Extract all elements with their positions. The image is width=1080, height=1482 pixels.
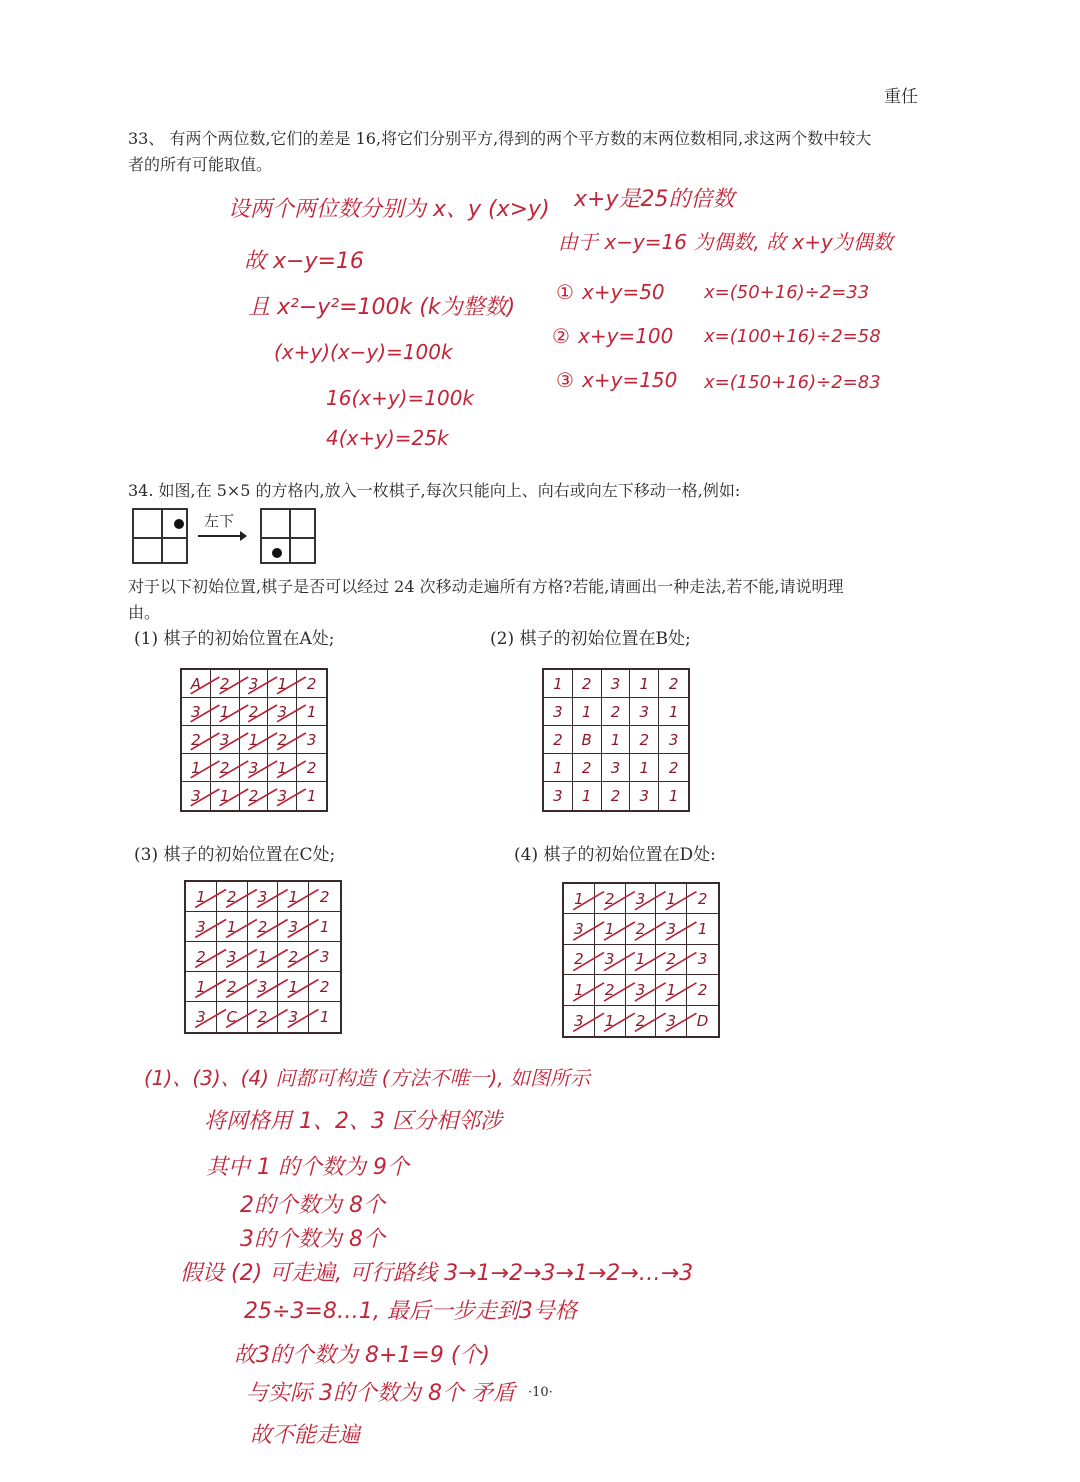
grid-cell: 1: [668, 787, 679, 805]
grid-cell: 3: [268, 698, 297, 726]
grid-cell: 2: [211, 754, 240, 782]
grid-cell: 3: [595, 945, 626, 975]
sub-question-3: (3) 棋子的初始位置在C处;: [134, 845, 336, 865]
grid-cell: 3: [626, 975, 657, 1005]
grid-cell: 2: [564, 945, 595, 975]
grid-cell: 2: [687, 884, 718, 914]
q33-step-4: (x+y)(x−y)=100k: [274, 340, 453, 364]
grid-cell: 1: [564, 975, 595, 1005]
grid-cell: 2: [626, 1006, 657, 1036]
grid-cell: 3: [248, 972, 279, 1002]
grid-cell: 1: [573, 782, 602, 810]
page-number: ·10·: [528, 1385, 553, 1400]
grid-cell: 2: [248, 912, 279, 942]
answer-line-6: 假设 (2) 可走遍, 可行路线 3→1→2→3→1→2→…→3: [180, 1261, 694, 1286]
q33-case-1-no: ①: [556, 280, 574, 304]
sub-question-2: (2) 棋子的初始位置在B处;: [490, 629, 691, 649]
grid-cell: 1: [656, 975, 687, 1005]
grid-cell: 1: [278, 882, 309, 912]
grid-cell: 3: [182, 782, 211, 810]
grid-a: [180, 668, 328, 812]
grid-cell: 1: [573, 698, 602, 726]
q33-right-2: 由于 x−y=16 为偶数, 故 x+y为偶数: [558, 230, 893, 254]
q34-text-line2: 对于以下初始位置,棋子是否可以经过 24 次移动走遍所有方格?若能,请画出一种走法,若不能,请说明理: [128, 577, 844, 596]
chess-piece: [272, 548, 282, 558]
grid-cell: 3: [687, 945, 718, 975]
grid-cell: 3: [240, 670, 269, 698]
grid-cell: 2: [595, 975, 626, 1005]
grid-cell: 1: [186, 972, 217, 1002]
grid-cell: 1: [659, 698, 688, 726]
grid-c: [184, 880, 342, 1034]
grid-cell: 1: [630, 754, 659, 782]
grid-d: [562, 882, 720, 1038]
grid-cell: 2: [186, 942, 217, 972]
grid-cell: 3: [564, 914, 595, 944]
grid-cell: 1: [297, 698, 326, 726]
grid-cell: 2: [544, 726, 573, 754]
grid-cell: 1: [564, 884, 595, 914]
grid-cell: B: [573, 726, 602, 754]
answer-line-7: 25÷3=8…1, 最后一步走到3号格: [244, 1299, 577, 1324]
grid-cell: 3: [544, 782, 573, 810]
grid-cell: 1: [656, 884, 687, 914]
grid-cell: 1: [602, 726, 631, 754]
grid-cell: 2: [211, 670, 240, 698]
q33-case-3-no: ③: [556, 368, 574, 392]
arrow-right-icon: [196, 528, 248, 544]
grid-cell: 1: [211, 698, 240, 726]
q34-text-line1: 34. 如图,在 5×5 的方格内,放入一枚棋子,每次只能向上、向右或向左下移动一格,例如:: [128, 481, 741, 500]
grid-cell: 1: [240, 726, 269, 754]
grid-cell: 1: [268, 754, 297, 782]
q33-step-1: 设两个两位数分别为 x、y (x>y): [228, 197, 550, 222]
grid-cell: 3: [630, 782, 659, 810]
answer-line-5: 3的个数为 8个: [240, 1227, 385, 1252]
q33-step-3: 且 x²−y²=100k (k为整数): [248, 295, 516, 320]
grid-cell: 3: [182, 698, 211, 726]
grid-cell: 2: [573, 754, 602, 782]
grid-cell: 1: [278, 972, 309, 1002]
grid-cell: 1: [248, 942, 279, 972]
grid-cell: A: [182, 670, 211, 698]
grid-cell: 1: [182, 754, 211, 782]
grid-cell: 2: [278, 942, 309, 972]
grid-cell: 1: [595, 914, 626, 944]
q33-text-line2: 者的所有可能取值。: [128, 155, 273, 174]
q33-right-1: x+y是25的倍数: [574, 187, 735, 212]
q33-case-2-res: x=(100+16)÷2=58: [704, 326, 881, 347]
grid-cell: 1: [309, 912, 340, 942]
answer-line-2: 将网格用 1、2、3 区分相邻涉: [204, 1109, 502, 1134]
q33-case-2-no: ②: [552, 324, 570, 348]
grid-cell: 1: [630, 670, 659, 698]
q34-text-line3: 由。: [128, 603, 161, 622]
grid-b: [542, 668, 690, 812]
q33-step-6: 4(x+y)=25k: [326, 426, 449, 450]
grid-cell: 2: [297, 670, 326, 698]
grid-cell: 3: [602, 754, 631, 782]
grid-cell: 3: [211, 726, 240, 754]
sub-question-4: (4) 棋子的初始位置在D处:: [514, 845, 716, 865]
header-tag: 重任: [884, 87, 918, 107]
q33-case-3-eq: x+y=150: [582, 368, 678, 392]
grid-cell: 2: [659, 670, 688, 698]
grid-cell: 3: [309, 942, 340, 972]
example-grid-before: [132, 508, 188, 564]
chess-piece: [174, 519, 184, 529]
grid-cell: 2: [240, 698, 269, 726]
grid-cell: 2: [217, 972, 248, 1002]
grid-cell: 2: [268, 726, 297, 754]
grid-cell: 2: [297, 754, 326, 782]
q33-case-3-res: x=(150+16)÷2=83: [704, 372, 881, 393]
grid-cell: 1: [268, 670, 297, 698]
grid-cell: 2: [182, 726, 211, 754]
grid-cell: 3: [626, 884, 657, 914]
grid-cell: 2: [595, 884, 626, 914]
grid-cell: 3: [278, 912, 309, 942]
answer-line-4: 2的个数为 8个: [240, 1193, 385, 1218]
grid-cell: 3: [656, 914, 687, 944]
grid-cell: 2: [626, 914, 657, 944]
grid-cell: 2: [240, 782, 269, 810]
grid-cell: 2: [602, 698, 631, 726]
grid-cell: 1: [626, 945, 657, 975]
q33-case-2-eq: x+y=100: [578, 324, 674, 348]
example-grid-after: [260, 508, 316, 564]
grid-cell: 2: [659, 754, 688, 782]
answer-line-9: 与实际 3的个数为 8个 矛盾: [246, 1381, 515, 1406]
sub-question-1: (1) 棋子的初始位置在A处;: [134, 629, 335, 649]
grid-cell: 2: [248, 1002, 279, 1032]
grid-cell: 1: [319, 1008, 330, 1026]
q33-case-1-eq: x+y=50: [582, 280, 665, 304]
q33-text-line1: 33、 有两个两位数,它们的差是 16,将它们分别平方,得到的两个平方数的末两位数相同,求这两个数中较大: [128, 129, 872, 148]
grid-cell: C: [217, 1002, 248, 1032]
answer-line-8: 故3的个数为 8+1=9 (个): [234, 1343, 491, 1368]
q33-step-2: 故 x−y=16: [244, 249, 364, 274]
grid-cell: 3: [602, 670, 631, 698]
grid-cell: 2: [573, 670, 602, 698]
answer-line-10: 故不能走遍: [250, 1423, 361, 1448]
grid-cell: 3: [630, 698, 659, 726]
grid-cell: 3: [186, 1002, 217, 1032]
grid-cell: D: [696, 1011, 709, 1030]
grid-cell: 1: [544, 754, 573, 782]
grid-cell: 3: [659, 726, 688, 754]
grid-cell: 3: [186, 912, 217, 942]
q33-step-5: 16(x+y)=100k: [326, 386, 474, 410]
answer-line-3: 其中 1 的个数为 9个: [206, 1155, 409, 1180]
grid-cell: 3: [217, 942, 248, 972]
grid-cell: 3: [564, 1006, 595, 1036]
grid-cell: 3: [268, 782, 297, 810]
grid-cell: 1: [306, 787, 317, 805]
grid-cell: 1: [595, 1006, 626, 1036]
grid-cell: 2: [309, 972, 340, 1002]
grid-cell: 3: [248, 882, 279, 912]
grid-cell: 2: [309, 882, 340, 912]
grid-cell: 2: [602, 782, 631, 810]
grid-cell: 2: [630, 726, 659, 754]
grid-cell: 1: [544, 670, 573, 698]
grid-cell: 1: [217, 912, 248, 942]
answer-line-1: (1)、(3)、(4) 问都可构造 (方法不唯一), 如图所示: [144, 1066, 591, 1090]
grid-cell: 3: [656, 1006, 687, 1036]
move-label: 左下: [204, 512, 235, 530]
grid-cell: 1: [687, 914, 718, 944]
grid-cell: 2: [656, 945, 687, 975]
grid-cell: 1: [211, 782, 240, 810]
grid-cell: 3: [297, 726, 326, 754]
grid-cell: 2: [217, 882, 248, 912]
q33-case-1-res: x=(50+16)÷2=33: [704, 282, 870, 303]
grid-cell: 1: [186, 882, 217, 912]
grid-cell: 3: [544, 698, 573, 726]
grid-cell: 3: [278, 1002, 309, 1032]
grid-cell: 3: [240, 754, 269, 782]
grid-cell: 2: [687, 975, 718, 1005]
